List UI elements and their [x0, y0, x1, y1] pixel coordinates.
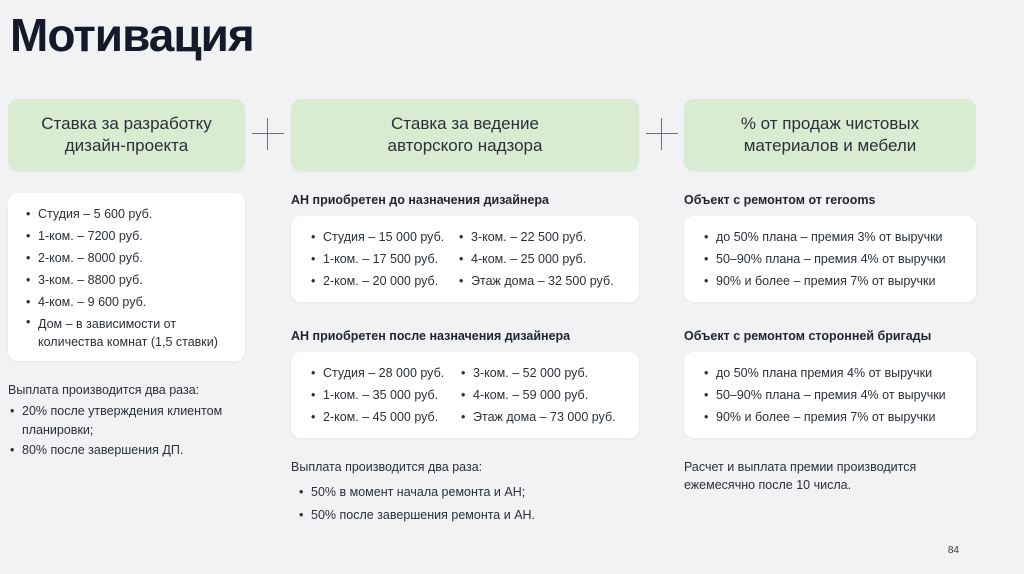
list-item: • 50% после завершения ремонта и АН. [297, 504, 639, 526]
section-title: АН приобретен до назначения дизайнера [291, 193, 549, 207]
header-sales-percent [684, 99, 976, 171]
list-item: • Дом – в зависимости от количества комнат (1,5 ставки) [24, 313, 235, 351]
payment-note [291, 458, 639, 526]
list-item: • до 50% плана – премия 3% от выручки [702, 226, 966, 248]
list-item: • 1-ком. – 35 000 руб. [309, 384, 459, 406]
rates-card [291, 352, 639, 438]
list-item: • 80% после завершения ДП. [8, 441, 245, 460]
header-line: авторского надзора [387, 136, 543, 155]
header-design-project [8, 99, 245, 171]
bonus-card [684, 352, 976, 438]
section-title: Объект с ремонтом сторонней бригады [684, 329, 932, 343]
note-line: ежемесячно после 10 числа. [684, 478, 852, 492]
bonus-card [684, 216, 976, 302]
list-item: • 50–90% плана – премия 4% от выручки [702, 248, 966, 270]
plus-icon [646, 118, 678, 150]
plus-icon [252, 118, 284, 150]
list-item: • 90% и более – премия 7% от выручки [702, 406, 966, 428]
list-item: • Студия – 15 000 руб. [309, 226, 457, 248]
section-title: АН приобретен после назначения дизайнера [291, 329, 571, 343]
list-item: • 1-ком. – 17 500 руб. [309, 248, 457, 270]
rates-card [8, 193, 245, 361]
header-line: Ставка за ведение [391, 114, 539, 133]
section-title: Объект с ремонтом от rerooms [684, 193, 876, 207]
list-item: • 1-ком. – 7200 руб. [24, 225, 235, 247]
header-line: материалов и мебели [743, 136, 917, 155]
list-item: • Этаж дома – 73 000 руб. [459, 406, 627, 428]
list-item: • 3-ком. – 22 500 руб. [457, 226, 627, 248]
payment-note [8, 381, 245, 460]
list-item: • 2-ком. – 20 000 руб. [309, 270, 457, 292]
list-item: • 4-ком. – 59 000 руб. [459, 384, 627, 406]
column-sales-percent [684, 99, 976, 494]
bonus-note [684, 458, 976, 494]
rates-card [291, 216, 639, 302]
list-item: • 2-ком. – 45 000 руб. [309, 406, 459, 428]
page-number: 84 [947, 545, 959, 556]
column-supervision [291, 99, 639, 527]
list-item: • 50% в момент начала ремонта и АН; [297, 481, 639, 503]
note-title: Выплата производится два раза: [291, 460, 483, 474]
header-line: дизайн-проекта [64, 136, 189, 155]
column-design-project [8, 99, 245, 461]
list-item: • 20% после утверждения клиентом планировки; [8, 402, 245, 440]
note-line: Расчет и выплата премии производится [684, 460, 917, 474]
list-item: • 4-ком. – 9 600 руб. [24, 291, 235, 313]
header-supervision [291, 99, 639, 171]
list-item: • 90% и более – премия 7% от выручки [702, 270, 966, 292]
header-line: % от продаж чистовых [740, 114, 920, 133]
list-item: • до 50% плана премия 4% от выручки [702, 362, 966, 384]
list-item: • 4-ком. – 25 000 руб. [457, 248, 627, 270]
list-item: • Студия – 5 600 руб. [24, 203, 235, 225]
list-item: • 3-ком. – 8800 руб. [24, 269, 235, 291]
list-item: • Студия – 28 000 руб. [309, 362, 459, 384]
note-title: Выплата производится два раза: [8, 383, 200, 397]
list-item: • 50–90% плана – премия 4% от выручки [702, 384, 966, 406]
header-line: Ставка за разработку [41, 114, 212, 133]
page-title: Мотивация [10, 9, 254, 61]
list-item: • 2-ком. – 8000 руб. [24, 247, 235, 269]
list-item: • Этаж дома – 32 500 руб. [457, 270, 627, 292]
list-item: • 3-ком. – 52 000 руб. [459, 362, 627, 384]
